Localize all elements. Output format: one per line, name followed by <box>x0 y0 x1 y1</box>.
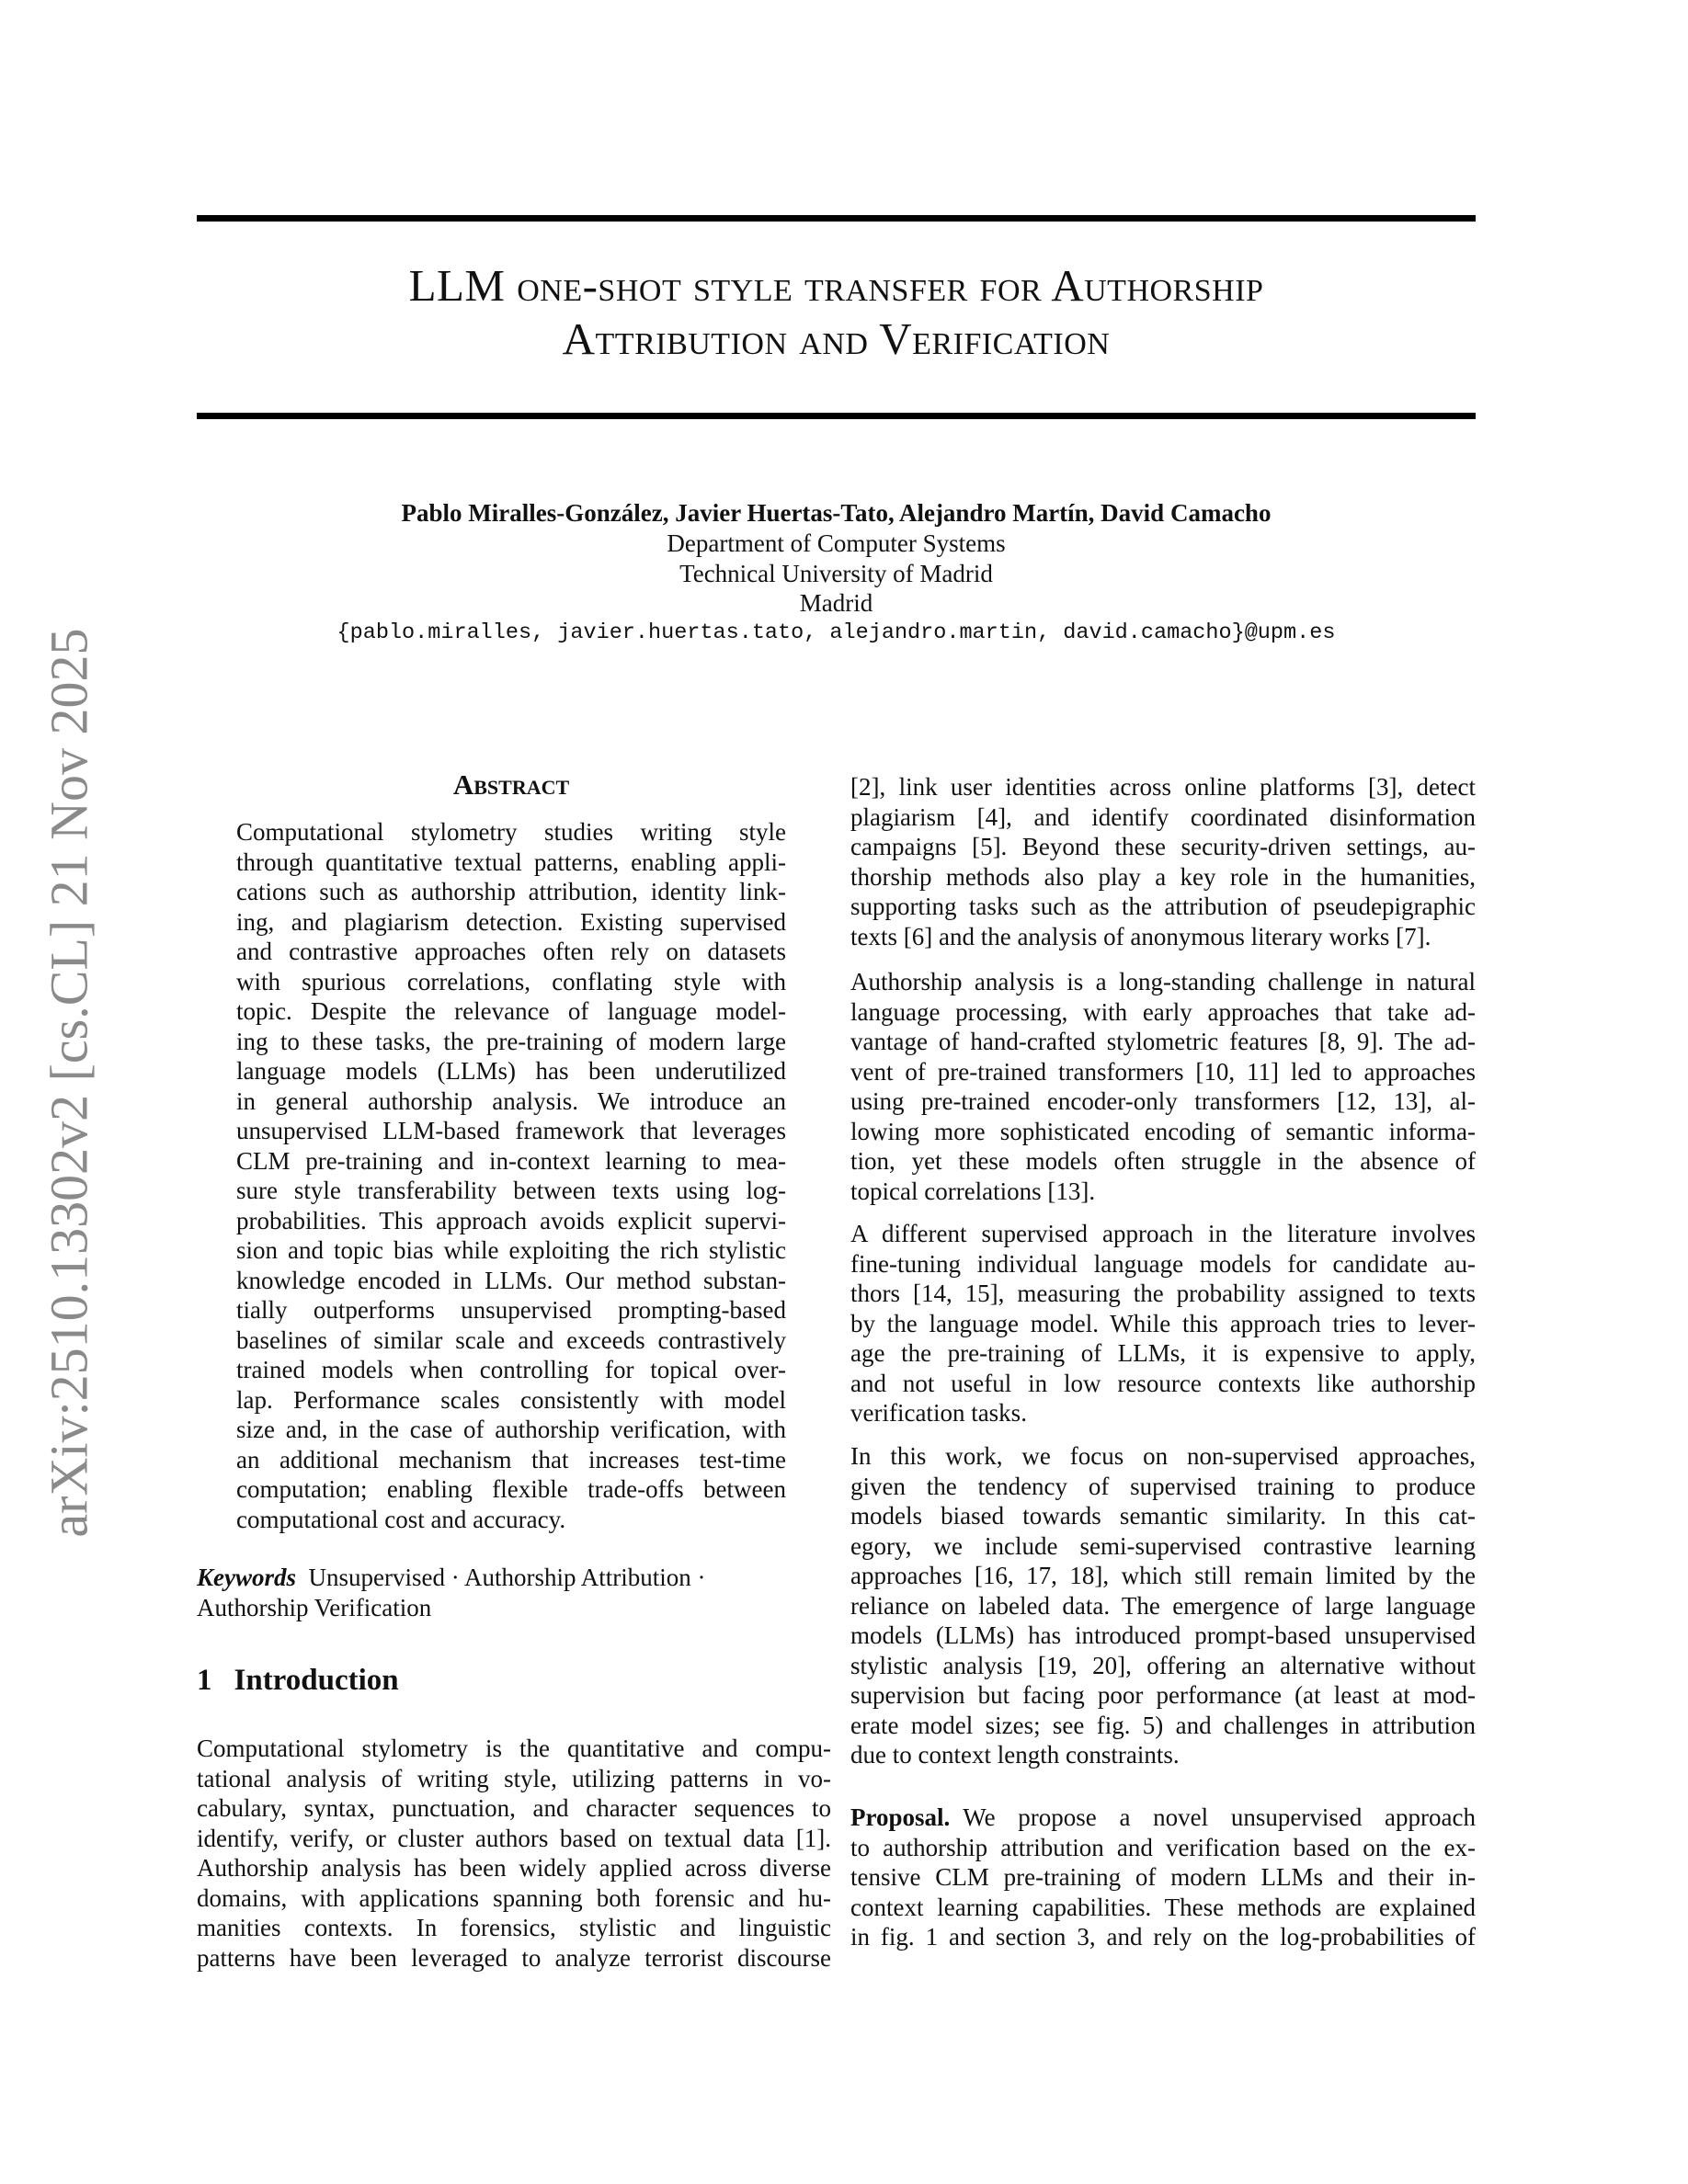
abstract-text <box>236 817 786 1534</box>
text-line: campaigns [5]. Beyond these security-driven settings, au- <box>850 833 1476 860</box>
title-line-1: LLM one-shot style transfer for Authorship <box>408 260 1264 311</box>
text-line: thorship methods also play a key role in the humanities, <box>850 862 1476 891</box>
intro-paragraph <box>197 1734 831 1973</box>
text-line: Authorship analysis has been widely applied across diverse <box>197 1854 831 1882</box>
proposal-paragraph <box>850 1803 1476 1952</box>
text-line: sure style transferability between texts using log- <box>236 1177 786 1204</box>
text-line: probabilities. This approach avoids explicit supervi- <box>236 1206 786 1234</box>
text-line: ing to these tasks, the pre-training of modern large <box>236 1027 786 1055</box>
text-line <box>850 1803 1476 1833</box>
text-line: unsupervised LLM-based framework that leverages <box>236 1117 786 1144</box>
text-line: lowing more sophisticated encoding of semantic informa- <box>850 1117 1476 1145</box>
text-line: to authorship attribution and verification based on the ex- <box>850 1833 1476 1861</box>
affiliation-department: Department of Computer Systems <box>667 529 1006 557</box>
text-line: ing, and plagiarism detection. Existing supervised <box>236 907 786 936</box>
text-line: tially outperforms unsupervised prompting-based <box>236 1296 786 1324</box>
text-line: [2], link user identities across online platforms [3], detect <box>850 773 1476 801</box>
title-line-2: Attribution and Verification <box>562 313 1111 364</box>
affiliation-city: Madrid <box>799 589 873 617</box>
text-line: identify, verify, or cluster authors based on textual data [1]. <box>197 1824 831 1852</box>
keywords-text: Unsupervised · Authorship Attribution · <box>308 1564 706 1591</box>
text-line: sion and topic bias while exploiting the rich stylistic <box>236 1236 786 1264</box>
text-line: supervision but facing poor performance (at least at mod- <box>850 1681 1476 1709</box>
text-line: erate model sizes; see fig. 5) and challenges in attribution <box>850 1711 1476 1739</box>
text-line: supporting tasks such as the attribution of pseudepigraphic <box>850 893 1476 920</box>
text-line: context learning capabilities. These methods are explained <box>850 1893 1476 1921</box>
text-line: A different supervised approach in the literature involves <box>850 1220 1476 1247</box>
author-list: Pablo Miralles-González, Javier Huertas-Tato, Alejandro Martín, David Camacho <box>401 499 1272 527</box>
text-line: size and, in the case of authorship verification, with <box>236 1416 786 1443</box>
keywords <box>197 1563 831 1622</box>
text-line: computational cost and accuracy. <box>236 1505 566 1533</box>
text-line: vent of pre-trained transformers [10, 11] led to approaches <box>850 1057 1476 1086</box>
text-line-content: We propose a novel unsupervised approach <box>963 1803 1476 1831</box>
text-line: with spurious correlations, conflating style with <box>236 967 786 995</box>
text-line: verification tasks. <box>850 1399 1027 1427</box>
keywords-text-2: Authorship Verification <box>197 1593 432 1621</box>
text-line: and not useful in low resource contexts like authorship <box>850 1369 1476 1397</box>
text-line: texts [6] and the analysis of anonymous literary works [7]. <box>850 922 1431 950</box>
author-emails: {pablo.miralles, javier.huertas.tato, alejandro.martin, david.camacho}@upm.es <box>336 620 1336 645</box>
text-line: tion, yet these models often struggle in the absence of <box>850 1147 1476 1175</box>
text-line: an additional mechanism that increases test-time <box>236 1445 786 1473</box>
text-line: through quantitative textual patterns, enabling appli- <box>236 847 786 876</box>
paragraph-lead: Proposal. <box>850 1803 951 1831</box>
text-line: approaches [16, 17, 18], which still remain limited by the <box>850 1562 1476 1589</box>
text-line: age the pre-training of LLMs, it is expensive to apply, <box>850 1339 1476 1367</box>
text-line: egory, we include semi-supervised contrastive learning <box>850 1531 1476 1560</box>
text-line: Authorship analysis is a long-standing challenge in natural <box>850 968 1476 995</box>
text-line: using pre-trained encoder-only transformers [12, 13], al- <box>850 1087 1476 1115</box>
text-line: CLM pre-training and in-context learning to mea- <box>236 1146 786 1175</box>
text-line: trained models when controlling for topical over- <box>236 1356 786 1383</box>
section-heading-introduction <box>197 1664 399 1698</box>
text-line: language processing, with early approaches that take ad- <box>850 997 1476 1026</box>
text-line: and contrastive approaches often rely on datasets <box>236 938 786 965</box>
section-title: Introduction <box>234 1664 399 1697</box>
text-line: tational analysis of writing style, utilizing patterns in vo- <box>197 1764 831 1792</box>
body-paragraph <box>850 1219 1476 1428</box>
abstract-heading: Abstract <box>452 768 570 801</box>
text-line: vantage of hand-crafted stylometric features [8, 9]. The ad- <box>850 1028 1476 1055</box>
text-line: computation; enabling flexible trade-offs between <box>236 1475 786 1503</box>
affiliation-university: Technical University of Madrid <box>679 560 993 587</box>
text-line: baselines of similar scale and exceeds contrastively <box>236 1325 786 1354</box>
paper-title <box>197 259 1476 366</box>
text-line: topic. Despite the relevance of language model- <box>236 997 786 1025</box>
text-line: Computational stylometry studies writing style <box>236 818 786 846</box>
text-line: lap. Performance scales consistently with model <box>236 1385 786 1414</box>
text-line: tensive CLM pre-training of modern LLMs and their in- <box>850 1863 1476 1891</box>
text-line: models (LLMs) has introduced prompt-based unsupervised <box>850 1621 1476 1649</box>
text-line: topical correlations [13]. <box>850 1177 1096 1205</box>
text-line: models biased towards semantic similarity. In this cat- <box>850 1502 1476 1530</box>
text-line: cabulary, syntax, punctuation, and character sequences to <box>197 1794 831 1822</box>
body-paragraph <box>850 1441 1476 1770</box>
text-line: domains, with applications spanning both forensic and hu- <box>197 1883 831 1912</box>
text-line: thors [14, 15], measuring the probability assigned to texts <box>850 1280 1476 1307</box>
text-line: by the language model. While this approach tries to lever- <box>850 1309 1476 1337</box>
arxiv-identifier: arXiv:2510.13302v2 [cs.CL] 21 Nov 2025 <box>39 628 99 1538</box>
text-line: in fig. 1 and section 3, and rely on the log-probabilities of <box>850 1923 1476 1951</box>
text-line: language models (LLMs) has been underutilized <box>236 1057 786 1085</box>
text-line: manities contexts. In forensics, stylistic and linguistic <box>197 1914 831 1941</box>
body-paragraph <box>850 772 1476 951</box>
text-line: plagiarism [4], and identify coordinated disinformation <box>850 802 1476 831</box>
text-line: given the tendency of supervised training to produce <box>850 1472 1476 1500</box>
title-top-rule <box>197 215 1476 222</box>
body-paragraph <box>850 967 1476 1206</box>
text-line: due to context length constraints. <box>850 1741 1180 1769</box>
text-line: fine-tuning individual language models for candidate au- <box>850 1249 1476 1278</box>
text-line: In this work, we focus on non-supervised approaches, <box>850 1442 1476 1470</box>
text-line: cations such as authorship attribution, identity link- <box>236 878 786 905</box>
keywords-label: Keywords <box>197 1564 296 1591</box>
text-line: patterns have been leveraged to analyze terrorist discourse <box>197 1943 831 1972</box>
text-line: knowledge encoded in LLMs. Our method substan- <box>236 1266 786 1294</box>
title-bottom-rule <box>197 413 1476 419</box>
text-line: Computational stylometry is the quantitative and compu- <box>197 1735 831 1762</box>
section-number: 1 <box>197 1664 212 1697</box>
text-line: stylistic analysis [19, 20], offering an alternative without <box>850 1651 1476 1679</box>
text-line: reliance on labeled data. The emergence of large language <box>850 1591 1476 1620</box>
text-line: in general authorship analysis. We introduce an <box>236 1086 786 1115</box>
